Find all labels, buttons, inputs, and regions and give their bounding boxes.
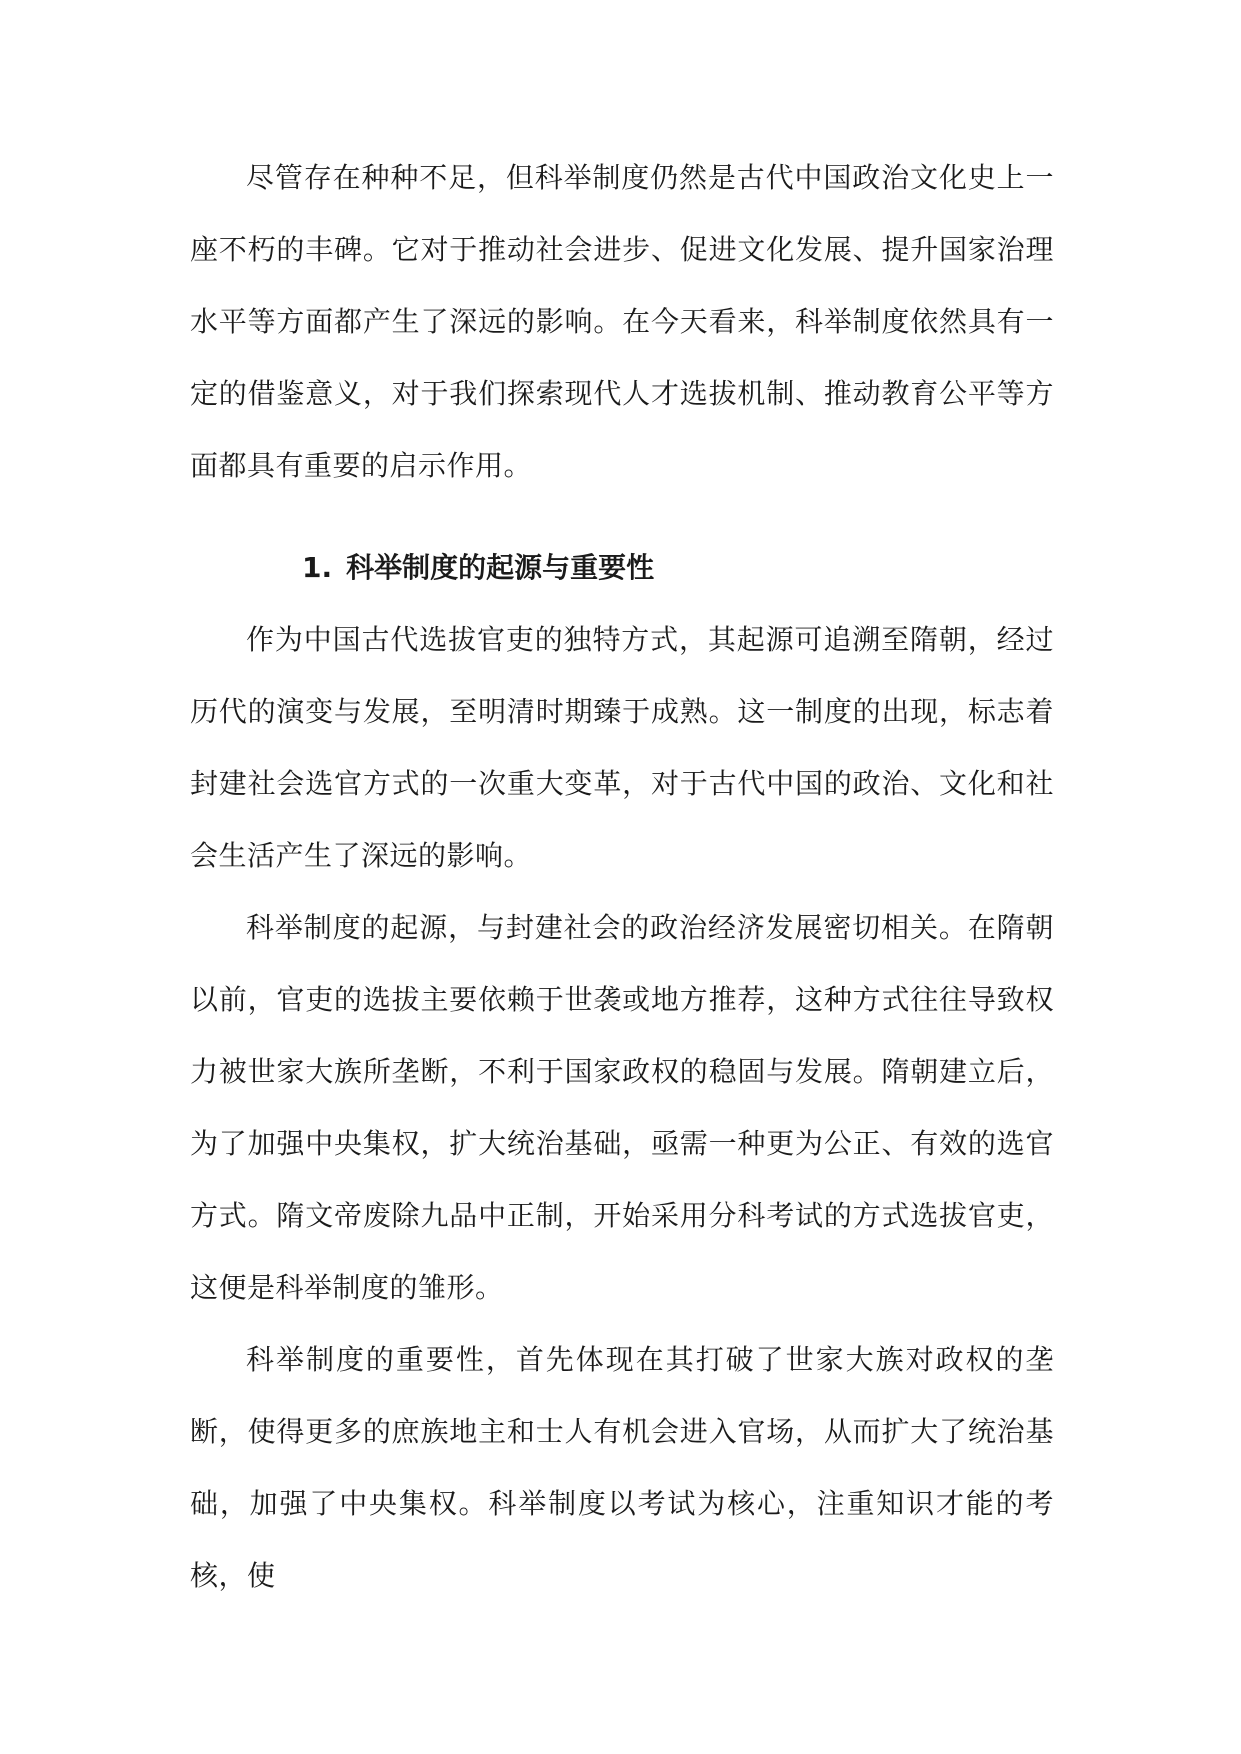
section-title: 科举制度的起源与重要性 <box>346 551 655 584</box>
paragraph-2: 科举制度的起源，与封建社会的政治经济发展密切相关。在隋朝以前，官吏的选拔主要依赖于世袭或地方推荐，这种方式往往导致权力被世家大族所垄断，不利于国家政权的稳固与发展。隋朝建立后，为了加强中央集权，扩大统治基础，亟需一种更为公正、有效的选官方式。隋文帝废除九品中正制，开始采用分科考试的方式选拔官吏，这便是科举制度的雏形。 <box>190 911 1054 1304</box>
document-body <box>190 142 1054 1612</box>
section-number: 1. <box>302 551 333 584</box>
paragraph-3: 科举制度的重要性，首先体现在其打破了世家大族对政权的垄断，使得更多的庶族地主和士人有机会进入官场，从而扩大了统治基础，加强了中央集权。科举制度以考试为核心，注重知识才能的考核，使 <box>190 1343 1054 1592</box>
paragraph-1: 作为中国古代选拔官吏的独特方式，其起源可追溯至隋朝，经过历代的演变与发展，至明清时期臻于成熟。这一制度的出现，标志着封建社会选官方式的一次重大变革，对于古代中国的政治、文化和社会生活产生了深远的影响。 <box>190 623 1054 872</box>
section-heading <box>190 532 1054 604</box>
paragraph-intro: 尽管存在种种不足，但科举制度仍然是古代中国政治文化史上一座不朽的丰碑。它对于推动社会进步、促进文化发展、提升国家治理水平等方面都产生了深远的影响。在今天看来，科举制度依然具有一定的借鉴意义，对于我们探索现代人才选拔机制、推动教育公平等方面都具有重要的启示作用。 <box>190 161 1054 482</box>
